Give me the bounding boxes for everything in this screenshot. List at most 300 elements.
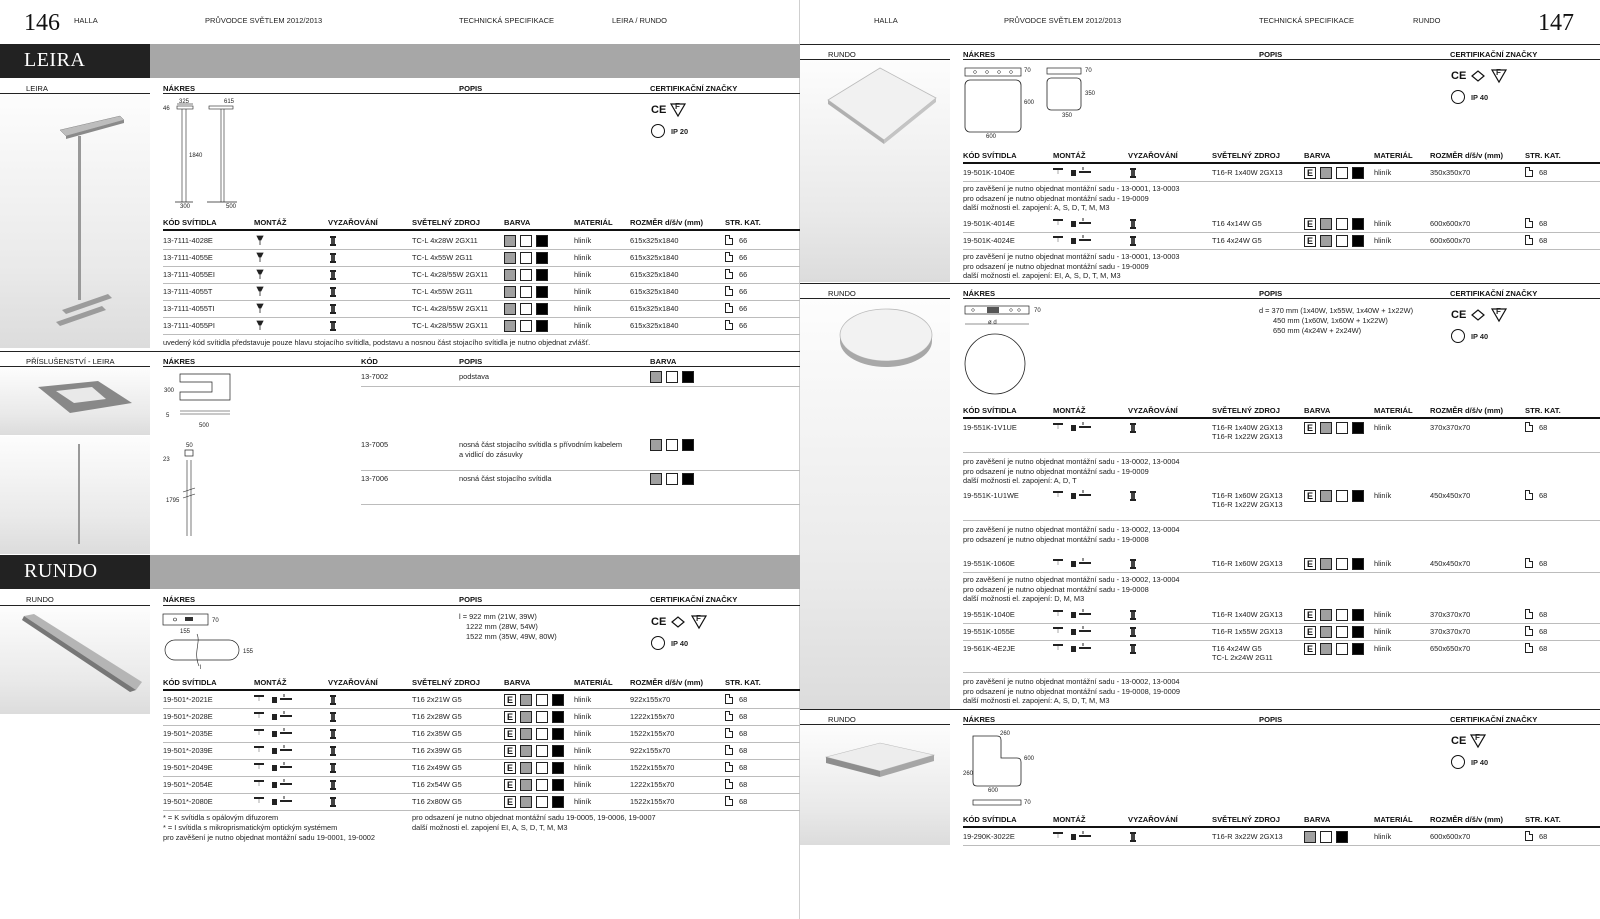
- color-swatch-white: [520, 235, 532, 247]
- radiation-icon: [1128, 626, 1138, 638]
- color-swatch-black: [536, 252, 548, 264]
- row-material: hliník: [574, 712, 592, 721]
- rundo-left-nakres: NÁKRES: [163, 595, 196, 604]
- color-swatch-white: [536, 728, 548, 740]
- rrd-f-letter: F: [1496, 307, 1501, 316]
- rsq-dim-b: 600: [1024, 100, 1035, 106]
- rl2-hdr-line: [963, 724, 1600, 725]
- row-source: T16-R 1x40W 2GX13: [1212, 423, 1283, 432]
- row-page: 66: [739, 304, 748, 313]
- row-material: hliník: [574, 797, 592, 806]
- rl2-drawing: [963, 732, 1053, 807]
- row-code: 19-501K-1040E: [963, 168, 1015, 177]
- radiation-icon: [1128, 558, 1138, 570]
- leira-photo: [0, 94, 150, 348]
- mount-icon: [1053, 422, 1093, 434]
- color-swatch-grey: [1320, 235, 1332, 247]
- mount-icon: [254, 286, 294, 298]
- rundo-left-dim-a: 70: [212, 618, 219, 624]
- rrd-label: RUNDO: [828, 289, 856, 298]
- radiation-icon: [328, 779, 338, 791]
- row-code: 19-290K-3022E: [963, 832, 1015, 841]
- row-material: hliník: [574, 746, 592, 755]
- acc-barva: BARVA: [650, 357, 677, 366]
- color-swatch-e: E: [1304, 422, 1316, 434]
- radiation-icon: [328, 303, 338, 315]
- ce-mark: CE: [651, 104, 667, 116]
- row-source: T16 4x24W G5: [1212, 644, 1262, 653]
- color-swatch-black: [536, 286, 548, 298]
- row-page: 68: [739, 797, 748, 806]
- row-divider: [963, 640, 1600, 641]
- rsq-col-str: STR. KAT.: [1525, 151, 1561, 160]
- rundo-left-enec-icon: [670, 616, 686, 628]
- row-divider: [163, 317, 800, 318]
- radiation-icon: [328, 269, 338, 281]
- color-swatch-e: E: [504, 796, 516, 808]
- rl2-ce: CE: [1451, 735, 1467, 747]
- rrd-col-kod: KÓD SVÍTIDLA: [963, 406, 1017, 415]
- catalog-page-icon: [725, 235, 733, 245]
- row-page: 68: [1539, 644, 1548, 653]
- row-source: T16 2x54W G5: [412, 780, 462, 789]
- color-swatch-black: [536, 303, 548, 315]
- color-swatch-black: [552, 728, 564, 740]
- leira-dim-d: 300: [180, 204, 191, 210]
- row-code: 19-501K-4014E: [963, 219, 1015, 228]
- rundo-left-ip: IP 40: [671, 639, 689, 648]
- row-page: 68: [1539, 627, 1548, 636]
- page-number-right: 147: [1538, 10, 1574, 36]
- catalog-page-icon: [1525, 218, 1533, 228]
- rl2-cert: CERTIFIKAČNÍ ZNAČKY: [1450, 715, 1538, 724]
- accessory-divider: [361, 470, 800, 471]
- color-swatch-black: [1336, 831, 1348, 843]
- color-swatch-grey: [1304, 831, 1316, 843]
- color-swatch-e: E: [1304, 626, 1316, 638]
- row-divider: [963, 520, 1600, 521]
- mounting-note: pro zavěšení je nutno objednat montážní sadu - 13-0002, 13-0004: [963, 525, 1180, 534]
- leira-dim-b: 615: [224, 99, 235, 105]
- mounting-note: pro odsazení je nutno objednat montážní sadu - 19-0009: [963, 193, 1149, 203]
- row-material: hliník: [574, 236, 592, 245]
- color-swatch: [650, 439, 662, 451]
- row-material: hliník: [574, 304, 592, 313]
- row-material: hliník: [574, 780, 592, 789]
- row-dimensions: 615x325x1840: [630, 287, 679, 296]
- color-swatch-white: [536, 694, 548, 706]
- catalog-page-icon: [1525, 235, 1533, 245]
- rl2-label: RUNDO: [828, 715, 856, 724]
- rsq-col-kod: KÓD SVÍTIDLA: [963, 151, 1017, 160]
- mounting-note: pro zavěšení je nutno objednat montážní sadu - 13-0001, 13-0003: [963, 252, 1180, 261]
- rl2-ground-icon: [1451, 755, 1465, 769]
- acc-label: PŘÍSLUŠENSTVÍ - LEIRA: [26, 357, 115, 366]
- color-swatch-white: [1336, 218, 1348, 230]
- acc-dim-w: 500: [199, 423, 210, 429]
- rl2-dim-d: 600: [988, 788, 999, 794]
- rundo-square-image: [800, 60, 950, 282]
- row-dimensions: 615x325x1840: [630, 304, 679, 313]
- rl-table-line: [163, 689, 800, 691]
- row-dimensions: 1522x155x70: [630, 763, 675, 772]
- col-barva: BARVA: [504, 218, 531, 227]
- rundo-left-photo: [0, 606, 150, 714]
- color-swatch-e: E: [1304, 490, 1316, 502]
- color-swatch: [682, 371, 694, 383]
- mounting-note: pro odsazení je nutno objednat montážní sadu - 19-0009: [963, 466, 1149, 476]
- rsq-photo: [800, 60, 950, 282]
- pole-image: [0, 436, 150, 554]
- color-swatch-grey: [1320, 490, 1332, 502]
- row-source: T16-R 1x40W 2GX13: [1212, 168, 1283, 177]
- mount-icon: [1053, 218, 1093, 230]
- row-page: 68: [1539, 236, 1548, 245]
- row-source: T16-R 1x60W 2GX13: [1212, 559, 1283, 568]
- row-code: 19-561K-4E2JE: [963, 644, 1016, 653]
- row-code: 19-501*-2021E: [163, 695, 213, 704]
- color-swatch: [666, 473, 678, 485]
- row-code: 19-551K-1040E: [963, 610, 1015, 619]
- rl2-col-str: STR. KAT.: [1525, 815, 1561, 824]
- rrd-drawing: [963, 304, 1043, 400]
- rrd-col-str: STR. KAT.: [1525, 406, 1561, 415]
- row-divider: [163, 776, 800, 777]
- color-swatch-black: [552, 694, 564, 706]
- acc-nakres: NÁKRES: [163, 357, 196, 366]
- rrd-dim-h: 70: [1034, 308, 1041, 314]
- row-page: 68: [1539, 423, 1548, 432]
- catalog-page-icon: [725, 779, 733, 789]
- rl-col-zdroj: SVĚTELNÝ ZDROJ: [412, 678, 480, 687]
- radiation-icon: [328, 694, 338, 706]
- rl-col-str: STR. KAT.: [725, 678, 761, 687]
- radiation-icon: [328, 711, 338, 723]
- row-dimensions: 450x450x70: [1430, 491, 1471, 500]
- leira-ip: IP 20: [671, 127, 689, 136]
- color-swatch-white: [520, 286, 532, 298]
- row-page: 68: [739, 729, 748, 738]
- rundo-left-dim-l: l: [200, 665, 202, 671]
- leira-title: LEIRA: [0, 44, 150, 78]
- mount-icon: [1053, 626, 1093, 638]
- rundo-left-dim-b: 155: [180, 629, 191, 635]
- catalog-page-icon: [1525, 626, 1533, 636]
- row-code: 13-7111-4055E: [163, 253, 213, 262]
- accessory-divider: [361, 504, 800, 505]
- leira-band: [150, 44, 800, 78]
- row-page: 68: [739, 763, 748, 772]
- mount-icon: [254, 694, 294, 706]
- rsq-f-letter: F: [1496, 68, 1501, 77]
- acc-drawing-base: [170, 372, 240, 427]
- leira-note: uvedený kód svítidla představuje pouze hlavu stojacího svítidla, podstavu a nosnou část stojacího svítidla je nutno objednat zvlášť.: [163, 338, 591, 347]
- radiation-icon: [1128, 831, 1138, 843]
- rundo-round-image: [800, 299, 950, 419]
- rl2-col-rozmer: ROZMĚR d/š/v (mm): [1430, 815, 1503, 824]
- row-divider: [163, 708, 800, 709]
- rrd-table-line: [963, 417, 1600, 419]
- color-swatch-black: [1352, 218, 1364, 230]
- catalog-page-icon: [725, 711, 733, 721]
- row-dimensions: 650x650x70: [1430, 644, 1471, 653]
- color-swatch-grey: [504, 320, 516, 332]
- leira-label: LEIRA: [26, 84, 48, 93]
- ground-icon: [651, 124, 665, 138]
- rsq-cert: CERTIFIKAČNÍ ZNAČKY: [1450, 50, 1538, 59]
- row-dimensions: 1522x155x70: [630, 797, 675, 806]
- row-code: 19-501*-2028E: [163, 712, 213, 721]
- row-dimensions: 615x325x1840: [630, 321, 679, 330]
- color-swatch-white: [1336, 643, 1348, 655]
- rundo-left-dim-c: 155: [243, 649, 254, 655]
- row-dimensions: 370x370x70: [1430, 610, 1471, 619]
- row-page: 68: [1539, 219, 1548, 228]
- color-swatch-black: [1352, 643, 1364, 655]
- color-swatch-black: [552, 711, 564, 723]
- rsq-top-line: [800, 44, 1600, 45]
- mount-icon: [1053, 167, 1093, 179]
- page-number-left: 146: [24, 10, 60, 36]
- color-swatch-e: E: [1304, 558, 1316, 570]
- color-swatch-e: E: [504, 694, 516, 706]
- col-kod: KÓD SVÍTIDLA: [163, 218, 217, 227]
- rsq-dim-d: 70: [1085, 68, 1092, 74]
- rl2-dim-c: 260: [963, 771, 974, 777]
- rrd-col-zdroj: SVĚTELNÝ ZDROJ: [1212, 406, 1280, 415]
- catalog-page-icon: [725, 269, 733, 279]
- mounting-note: pro zavěšení je nutno objednat montážní sadu - 13-0002, 13-0004: [963, 575, 1180, 584]
- row-dimensions: 1522x155x70: [630, 729, 675, 738]
- row-source: T16-R 1x55W 2GX13: [1212, 627, 1283, 636]
- leira-cert-label: CERTIFIKAČNÍ ZNAČKY: [650, 84, 738, 93]
- row-source: T16 2x49W G5: [412, 763, 462, 772]
- row-divider: [163, 742, 800, 743]
- mount-icon: [254, 762, 294, 774]
- catalog-page-icon: [725, 796, 733, 806]
- row-dimensions: 450x450x70: [1430, 559, 1471, 568]
- color-swatch-black: [1352, 558, 1364, 570]
- row-divider: [163, 810, 800, 811]
- col-str: STR. KAT.: [725, 218, 761, 227]
- rundo-left-ground-icon: [651, 636, 665, 650]
- row-page: 68: [1539, 168, 1548, 177]
- row-material: hliník: [574, 270, 592, 279]
- radiation-icon: [328, 252, 338, 264]
- radiation-icon: [328, 762, 338, 774]
- row-material: hliník: [1374, 644, 1392, 653]
- leira-dim-c: 46: [163, 106, 170, 112]
- color-swatch: [666, 371, 678, 383]
- rl-col-material: MATERIÁL: [574, 678, 613, 687]
- leira-lamp-image: [0, 94, 150, 348]
- radiation-icon: [328, 728, 338, 740]
- row-code: 13-7111-4055T: [163, 287, 213, 296]
- mount-icon: [254, 269, 294, 281]
- rsq-table-line: [963, 162, 1600, 164]
- row-material: hliník: [1374, 236, 1392, 245]
- acc-drawing-pole: [183, 448, 203, 540]
- row-source: TC-L 4x28/55W 2GX11: [412, 270, 488, 279]
- leira-dim-a: 325: [179, 99, 190, 105]
- color-swatch-grey: [520, 728, 532, 740]
- rrd-nakres: NÁKRES: [963, 289, 996, 298]
- rsq-popis: POPIS: [1259, 50, 1283, 59]
- mount-icon: [254, 779, 294, 791]
- rundo-left-ce: CE: [651, 616, 667, 628]
- row-divider: [963, 249, 1600, 250]
- rrd-desc-1: d = 370 mm (1x40W, 1x55W, 1x40W + 1x22W): [1259, 306, 1414, 315]
- mounting-note: další možnosti el. zapojení: A, S, D, T, M, M3: [963, 696, 1110, 705]
- row-code: 19-501*-2039E: [163, 746, 213, 755]
- color-swatch-white: [520, 269, 532, 281]
- mounting-note: další možnosti el. zapojení: EI, A, S, D, T, M, M3: [963, 271, 1121, 280]
- catalog-page-icon: [1525, 831, 1533, 841]
- catalog-page-icon: [1525, 609, 1533, 619]
- row-page: 66: [739, 287, 748, 296]
- rsq-ip: IP 40: [1471, 93, 1489, 102]
- row-divider: [163, 725, 800, 726]
- color-swatch-white: [520, 252, 532, 264]
- mounting-note: pro zavěšení je nutno objednat montážní sadu - 13-0001, 13-0003: [963, 184, 1180, 193]
- row-code: 19-501*-2080E: [163, 797, 213, 806]
- rl2-col-vyzar: VYZAŘOVÁNÍ: [1128, 815, 1178, 824]
- row-source-2: T16-R 1x22W 2GX13: [1212, 432, 1283, 441]
- catalog-page-icon: [725, 728, 733, 738]
- rsq-col-rozmer: ROZMĚR d/š/v (mm): [1430, 151, 1503, 160]
- f-mark-letter: F: [675, 102, 680, 111]
- mount-icon: [254, 745, 294, 757]
- radiation-icon: [328, 745, 338, 757]
- acc-dim-pole-w: 50: [186, 443, 193, 449]
- acc-dim-h: 300: [164, 388, 175, 394]
- row-dimensions: 370x370x70: [1430, 423, 1471, 432]
- rl-foot-r1: pro odsazení je nutno objednat montážní sadu 19-0005, 19-0006, 19-0007: [412, 813, 656, 822]
- color-swatch-black: [1352, 609, 1364, 621]
- rl2-top-line: [800, 709, 1600, 710]
- catalog-page-icon: [1525, 643, 1533, 653]
- row-dimensions: 1222x155x70: [630, 712, 675, 721]
- rundo-left-desc-3: 1522 mm (35W, 49W, 80W): [466, 632, 557, 641]
- row-source: T16 4x24W G5: [1212, 236, 1262, 245]
- rl2-popis: POPIS: [1259, 715, 1283, 724]
- radiation-icon: [1128, 490, 1138, 502]
- rl2-dim-e: 70: [1024, 800, 1031, 806]
- row-page: 68: [739, 780, 748, 789]
- color-swatch-white: [536, 796, 548, 808]
- color-swatch-grey: [1320, 558, 1332, 570]
- rsq-dim-a: 70: [1024, 68, 1031, 74]
- rrd-col-vyzar: VYZAŘOVÁNÍ: [1128, 406, 1178, 415]
- row-material: hliník: [1374, 423, 1392, 432]
- row-dimensions: 615x325x1840: [630, 270, 679, 279]
- color-swatch-black: [1352, 422, 1364, 434]
- mounting-note: pro odsazení je nutno objednat montážní sadu - 19-0008, 19-0009: [963, 686, 1180, 696]
- row-material: hliník: [1374, 219, 1392, 228]
- rsq-dim-c: 600: [986, 134, 997, 140]
- color-swatch-white: [1336, 490, 1348, 502]
- leira-dim-e: 500: [226, 204, 237, 210]
- color-swatch-grey: [504, 303, 516, 315]
- rsq-dim-e: 350: [1085, 91, 1096, 97]
- mount-icon: [1053, 235, 1093, 247]
- rl-col-kod: KÓD SVÍTIDLA: [163, 678, 217, 687]
- rl-col-barva: BARVA: [504, 678, 531, 687]
- rrd-ip: IP 40: [1471, 332, 1489, 341]
- color-swatch-e: E: [1304, 167, 1316, 179]
- mount-icon: [254, 303, 294, 315]
- mounting-note: pro odsazení je nutno objednat montážní sadu - 19-0008: [963, 534, 1149, 544]
- col-montaz: MONTÁŽ: [254, 218, 287, 227]
- acc-kod: KÓD: [361, 357, 378, 366]
- color-swatch-white: [1336, 235, 1348, 247]
- mount-icon: [1053, 831, 1093, 843]
- row-page: 68: [739, 746, 748, 755]
- color-swatch-black: [536, 320, 548, 332]
- rl-foot-r2: další možnosti el. zapojení EI, A, S, D, T, M, M3: [412, 823, 568, 832]
- rundo-left-desc-2: 1222 mm (28W, 54W): [466, 622, 538, 631]
- row-code: 13-7111-4055PI: [163, 321, 215, 330]
- mount-icon: [254, 728, 294, 740]
- rundo-l-image: [800, 725, 950, 845]
- rl2-f-letter: F: [1475, 733, 1480, 742]
- row-code: 19-501*-2054E: [163, 780, 213, 789]
- mount-icon: [254, 252, 294, 264]
- accessory-desc: nosná část stojacího svítidla: [459, 474, 552, 483]
- leira-nakres-label: NÁKRES: [163, 84, 196, 93]
- color-swatch-white: [536, 745, 548, 757]
- leira-hdr-line: [163, 93, 800, 94]
- row-source-2: TC-L 2x24W 2G11: [1212, 653, 1273, 662]
- rrd-cert: CERTIFIKAČNÍ ZNAČKY: [1450, 289, 1538, 298]
- color-swatch-black: [1352, 167, 1364, 179]
- row-source: TC-L 4x55W 2G11: [412, 287, 473, 296]
- color-swatch-e: E: [504, 779, 516, 791]
- leira-drawing: [163, 100, 253, 212]
- color-swatch-grey: [504, 252, 516, 264]
- color-swatch: [650, 371, 662, 383]
- rl2-ip: IP 40: [1471, 758, 1489, 767]
- rl-foot-l1: * = K svítidla s opálovým difuzorem: [163, 813, 279, 822]
- accessory-desc-2: a vidlicí do zásuvky: [459, 449, 523, 459]
- row-divider: [163, 334, 800, 335]
- catalog-page-icon: [725, 762, 733, 772]
- mount-icon: [254, 320, 294, 332]
- color-swatch-grey: [1320, 422, 1332, 434]
- rl-col-vyzar: VYZAŘOVÁNÍ: [328, 678, 378, 687]
- header-section: LEIRA / RUNDO: [612, 16, 668, 25]
- accessory-code: 13-7005: [361, 440, 389, 449]
- rl2-dim-a: 260: [1000, 731, 1011, 737]
- rrd-enec-icon: [1470, 309, 1486, 321]
- rsq-col-zdroj: SVĚTELNÝ ZDROJ: [1212, 151, 1280, 160]
- catalog-page-icon: [725, 303, 733, 313]
- row-dimensions: 600x600x70: [1430, 236, 1471, 245]
- leira-popis-label: POPIS: [459, 84, 483, 93]
- rl2-nakres: NÁKRES: [963, 715, 996, 724]
- rl2-dim-b: 600: [1024, 756, 1035, 762]
- color-swatch-grey: [504, 286, 516, 298]
- row-page: 68: [1539, 491, 1548, 500]
- accessory-code: 13-7002: [361, 372, 389, 381]
- row-divider: [163, 759, 800, 760]
- color-swatch-black: [536, 269, 548, 281]
- leira-dim-h: 1840: [189, 153, 203, 159]
- color-swatch-grey: [1320, 609, 1332, 621]
- row-material: hliník: [574, 253, 592, 262]
- row-code: 13-7111-4028E: [163, 236, 213, 245]
- row-source: TC-L 4x28/55W 2GX11: [412, 321, 488, 330]
